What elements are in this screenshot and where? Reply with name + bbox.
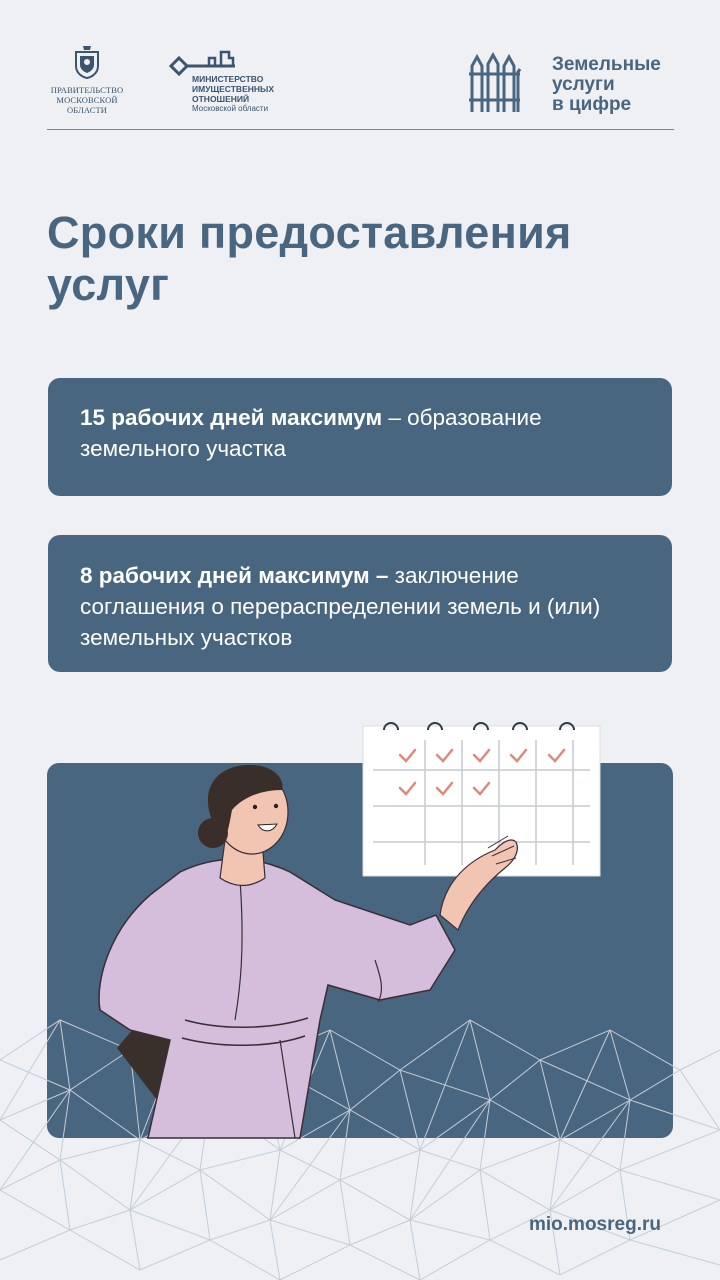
ministry-logo (169, 48, 319, 113)
footer-website-link[interactable]: mio.mosreg.ru (529, 1214, 661, 1235)
card-highlight: 8 рабочих дней максимум – (80, 563, 389, 588)
ministry-region: Московской области (192, 104, 269, 113)
woman-with-calendar-illustration (0, 700, 720, 1140)
gov-logo-text: ПРАВИТЕЛЬСТВО МОСКОВСКОЙ ОБЛАСТИ (50, 85, 124, 115)
government-logo (47, 44, 127, 115)
coat-of-arms-icon (72, 44, 102, 80)
card-text: заключение соглашения о перераспределении земель и (или) земельных участков (80, 563, 601, 650)
fence-icon (468, 52, 522, 114)
info-card-land-formation (48, 378, 672, 496)
page-title: Сроки предоставления услуг (47, 207, 572, 310)
ministry-name: МИНИСТЕРСТВО ИМУЩЕСТВЕННЫХ ОТНОШЕНИЙ (192, 74, 275, 104)
card-text: – образование земельного участка (80, 405, 542, 461)
info-card-redistribution (48, 535, 672, 672)
card-highlight: 15 рабочих дней максимум (80, 405, 383, 430)
brand-title: Земельные услуги в цифре (552, 54, 661, 115)
calendar-icon (363, 723, 600, 876)
header (47, 44, 674, 130)
